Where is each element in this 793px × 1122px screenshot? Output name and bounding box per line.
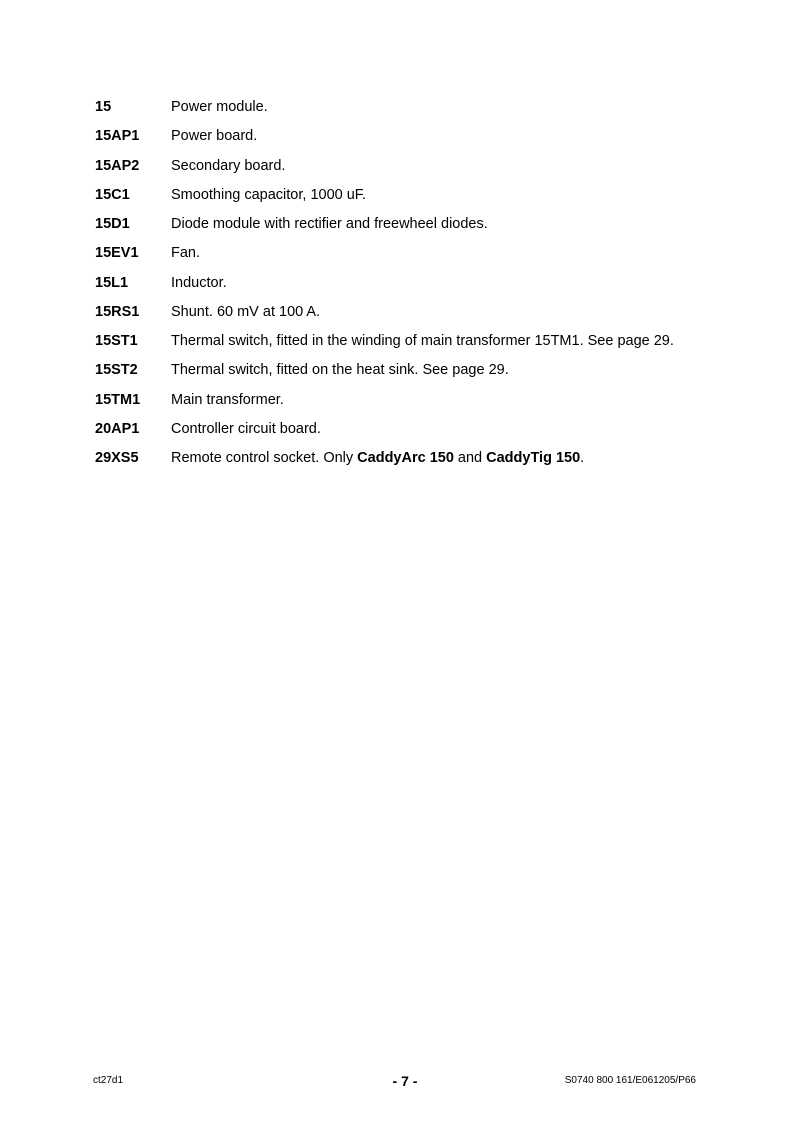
description-text: and bbox=[453, 450, 487, 466]
component-row bbox=[95, 301, 735, 330]
component-description: Thermal switch, fitted on the heat sink. See page 29. bbox=[171, 362, 509, 379]
component-description: Main transformer. bbox=[171, 391, 284, 408]
component-code: 15D1 bbox=[95, 216, 130, 232]
component-description: Inductor. bbox=[171, 274, 227, 291]
component-code: 29XS5 bbox=[95, 450, 139, 466]
component-row bbox=[95, 242, 735, 271]
component-description: Power module. bbox=[171, 99, 268, 115]
component-code: 15L1 bbox=[95, 274, 129, 291]
component-description: Diode module with rectifier and freewheel diodes. bbox=[171, 216, 488, 232]
component-code: 15RS1 bbox=[95, 303, 140, 320]
component-row bbox=[95, 184, 735, 213]
component-code: 15AP2 bbox=[95, 157, 140, 174]
component-row bbox=[95, 155, 735, 184]
component-row bbox=[95, 389, 735, 418]
page-footer bbox=[0, 1074, 793, 1090]
component-description: Shunt. 60 mV at 100 A. bbox=[171, 303, 321, 320]
component-code: 15TM1 bbox=[95, 391, 141, 408]
component-row bbox=[95, 330, 735, 359]
component-code: 15C1 bbox=[95, 186, 130, 203]
description-text: . bbox=[580, 450, 585, 466]
component-list bbox=[95, 96, 735, 476]
component-row bbox=[95, 213, 735, 242]
component-row bbox=[95, 447, 735, 476]
component-code: 15AP1 bbox=[95, 128, 140, 145]
component-description: Smoothing capacitor, 1000 uF. bbox=[171, 186, 367, 203]
component-row bbox=[95, 125, 735, 154]
component-row bbox=[95, 272, 735, 301]
component-description: Thermal switch, fitted in the winding of main transformer 15TM1. See page 29. bbox=[171, 333, 674, 349]
component-description: Secondary board. bbox=[171, 157, 286, 174]
component-row bbox=[95, 96, 735, 125]
component-description bbox=[171, 447, 735, 469]
component-code: 15 bbox=[95, 99, 112, 115]
component-description: Controller circuit board. bbox=[171, 420, 321, 437]
component-row bbox=[95, 359, 735, 388]
product-name: CaddyArc 150 bbox=[357, 450, 454, 466]
page-number: - 7 - bbox=[392, 1073, 418, 1089]
component-code: 15ST1 bbox=[95, 333, 138, 349]
component-code: 15EV1 bbox=[95, 245, 139, 262]
document-reference: S0740 800 161/E061205/P66 bbox=[564, 1075, 696, 1086]
document-code: ct27d1 bbox=[93, 1075, 124, 1086]
component-description: Fan. bbox=[171, 245, 201, 262]
component-description: Power board. bbox=[171, 128, 258, 145]
component-row bbox=[95, 418, 735, 447]
component-code: 20AP1 bbox=[95, 420, 140, 437]
product-name: CaddyTig 150 bbox=[486, 450, 581, 466]
description-text: Remote control socket. Only bbox=[171, 450, 358, 466]
component-code: 15ST2 bbox=[95, 362, 138, 379]
